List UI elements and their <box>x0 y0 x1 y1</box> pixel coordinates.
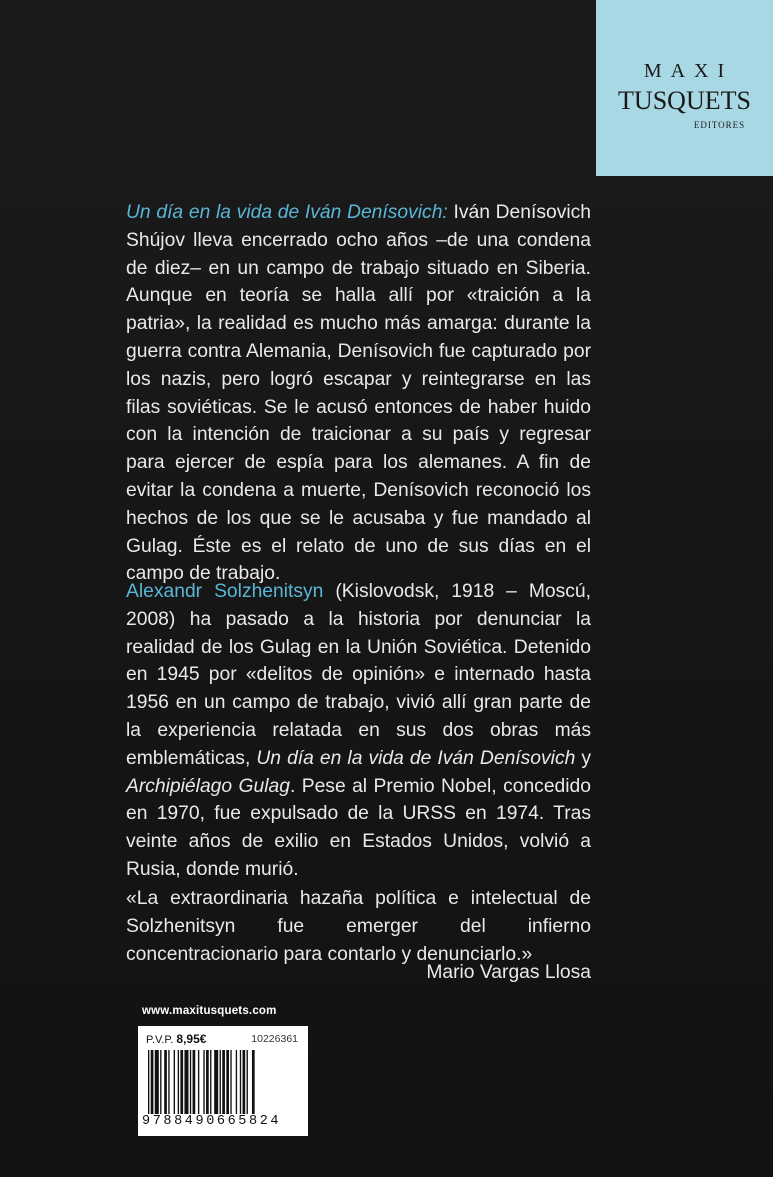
author-work-1: Un día en la vida de Iván Denísovich <box>256 747 576 769</box>
pvp-label: P.V.P. <box>146 1034 174 1046</box>
author-text-2: y <box>581 747 592 769</box>
author-text-3: . Pese al Premio Nobel, concedido en 1970, fue expulsado de la URSS en 1974. Tras veinte años de exilio en Estados Unidos, volvió a Rusia, donde murió. <box>126 775 591 880</box>
logo-tusquets: TUSQUETS <box>618 86 751 115</box>
price-line <box>146 1032 206 1046</box>
quote-text: «La extraordinaria hazaña política e intelectual de Solzhenitsyn fue emerger del infierno concentracionario para contarlo y denunciarlo.» <box>126 888 591 965</box>
synopsis-text: Iván Denísovich Shújov lleva encerrado ocho años –de una condena de diez– en un campo de trabajo situado en Siberia. Aunque en teoría se halla allí por «traición a la patria», la realidad es mucho más amarga: durante la guerra contra Alemania, Denísovich fue capturado por los nazis, pero logró escapar y reintegrarse en las filas soviéticas. Se le acusó entonces de haber huido con la intención de traicionar a su país y regresar para ejercer de espía para los alemanes. A fin de evitar la condena a muerte, Denísovich reconoció los hechos de los que se le acusaba y fue mandado al Gulag. Éste es el relato de uno de sus días en el campo de trabajo. <box>126 202 592 585</box>
price: 8,95€ <box>176 1032 207 1046</box>
logo-maxi: MAXI <box>643 60 734 82</box>
product-code: 10226361 <box>251 1033 298 1045</box>
author-text-1: (Kislovodsk, 1918 – Moscú, 2008) ha pasado a la historia por denunciar la realidad de los Gulag en la Unión Soviética. Detenido en 1945 por «delitos de opinión» e internado hasta 1956 en un campo de trabajo, vivió allí gran parte de la experiencia relatada en sus dos obras más emblemáticas, <box>126 581 592 769</box>
logo-editores: EDITORES <box>693 120 746 130</box>
publisher-logo <box>596 0 773 176</box>
synopsis-title: Un día en la vida de Iván Denísovich: <box>126 202 448 223</box>
barcode-icon <box>148 1050 300 1114</box>
author-paragraph <box>126 578 591 884</box>
quote-author: Mario Vargas Llosa <box>426 962 591 983</box>
synopsis-paragraph <box>126 199 591 588</box>
isbn-number: 9788490665824 <box>142 1114 282 1129</box>
author-name: Alexandr Solzhenitsyn <box>126 581 324 602</box>
author-work-2: Archipiélago Gulag <box>126 775 290 797</box>
website-link[interactable]: www.maxitusquets.com <box>142 1005 277 1017</box>
barcode-label <box>138 1026 308 1136</box>
